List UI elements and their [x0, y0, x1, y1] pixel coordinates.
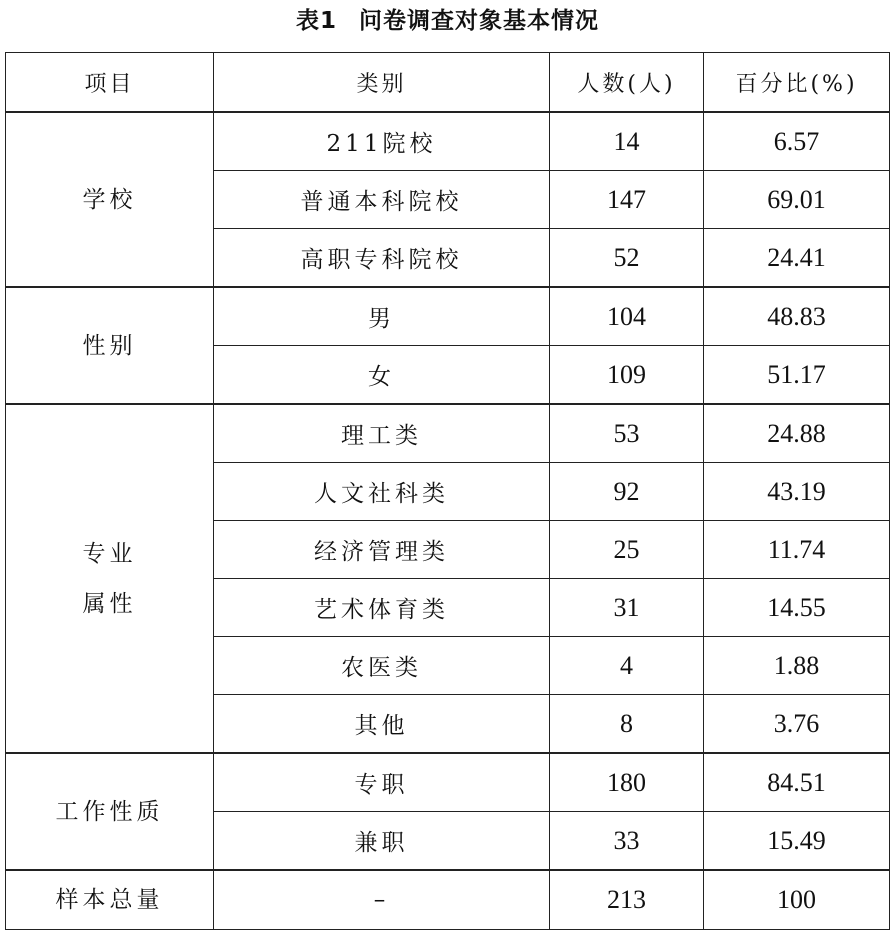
- percent-cell: 24.41: [704, 229, 890, 288]
- category-cell: 理工类: [214, 404, 550, 463]
- count-cell: 25: [550, 521, 704, 579]
- table-row: [6, 404, 890, 463]
- table-row: [6, 112, 890, 171]
- table-number: 表1: [295, 8, 337, 34]
- category-cell: 人文社科类: [214, 463, 550, 521]
- percent-cell: 11.74: [704, 521, 890, 579]
- count-cell: 4: [550, 637, 704, 695]
- count-cell: 14: [550, 112, 704, 171]
- category-cell: 211院校: [214, 112, 550, 171]
- count-cell: 109: [550, 346, 704, 405]
- table-row: [6, 287, 890, 346]
- group-major: [6, 404, 214, 753]
- percent-cell: 24.88: [704, 404, 890, 463]
- category-cell: 农医类: [214, 637, 550, 695]
- group-label: 性别: [82, 332, 137, 359]
- count-cell: 52: [550, 229, 704, 288]
- group-label: 工作性质: [55, 798, 164, 825]
- percent-cell: 1.88: [704, 637, 890, 695]
- category-cell: 艺术体育类: [214, 579, 550, 637]
- group-label: 专业: [82, 540, 137, 567]
- count-cell: 8: [550, 695, 704, 754]
- count-cell: 31: [550, 579, 704, 637]
- total-row: [6, 870, 890, 930]
- category-cell: 男: [214, 287, 550, 346]
- count-cell: 92: [550, 463, 704, 521]
- percent-cell: 6.57: [704, 112, 890, 171]
- percent-cell: 3.76: [704, 695, 890, 754]
- header-item: 项目: [6, 53, 214, 113]
- percent-cell: 14.55: [704, 579, 890, 637]
- percent-cell: 84.51: [704, 753, 890, 812]
- group-job-type: [6, 753, 214, 870]
- table-caption: 问卷调查对象基本情况: [359, 8, 599, 34]
- survey-table: [5, 52, 890, 930]
- group-label: 属性: [82, 590, 137, 617]
- category-cell: 专职: [214, 753, 550, 812]
- group-gender: [6, 287, 214, 404]
- percent-cell: 15.49: [704, 812, 890, 871]
- percent-cell: 69.01: [704, 171, 890, 229]
- header-category: 类别: [214, 53, 550, 113]
- table-header: [6, 53, 890, 113]
- header-percent: 百分比(%): [704, 53, 890, 113]
- total-percent: 100: [704, 870, 890, 930]
- table-title: [0, 4, 895, 38]
- category-cell: 高职专科院校: [214, 229, 550, 288]
- count-cell: 147: [550, 171, 704, 229]
- category-cell: 其他: [214, 695, 550, 754]
- percent-cell: 48.83: [704, 287, 890, 346]
- header-row: [6, 53, 890, 113]
- count-cell: 33: [550, 812, 704, 871]
- category-cell: 普通本科院校: [214, 171, 550, 229]
- total-count: 213: [550, 870, 704, 930]
- count-cell: 180: [550, 753, 704, 812]
- table-row: [6, 753, 890, 812]
- count-cell: 104: [550, 287, 704, 346]
- category-cell: 女: [214, 346, 550, 405]
- category-cell: 经济管理类: [214, 521, 550, 579]
- total-label: 样本总量: [6, 870, 214, 930]
- total-category: –: [214, 870, 550, 930]
- percent-cell: 43.19: [704, 463, 890, 521]
- category-cell: 兼职: [214, 812, 550, 871]
- header-count: 人数(人): [550, 53, 704, 113]
- count-cell: 53: [550, 404, 704, 463]
- percent-cell: 51.17: [704, 346, 890, 405]
- group-label: 学校: [82, 186, 137, 213]
- group-school: [6, 112, 214, 287]
